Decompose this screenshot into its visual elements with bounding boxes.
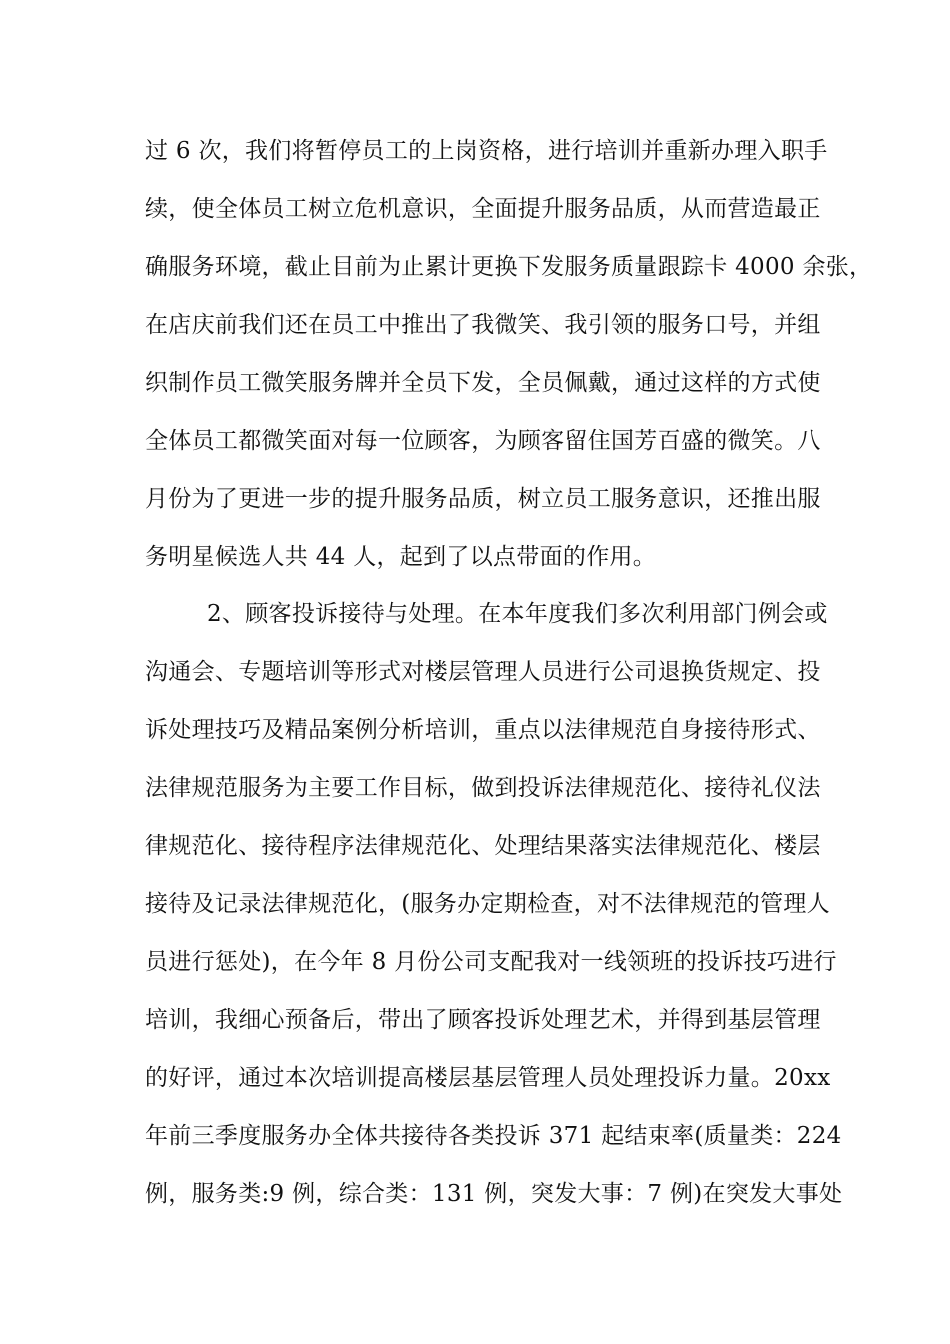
text-line: 律规范化、接待程序法律规范化、处理结果落实法律规范化、楼层 bbox=[145, 833, 821, 859]
text-line: 全体员工都微笑面对每一位顾客，为顾客留住国芳百盛的微笑。八 bbox=[145, 428, 821, 454]
text-line: 织制作员工微笑服务牌并全员下发，全员佩戴，通过这样的方式使 bbox=[145, 370, 821, 396]
text-line: 过 6 次，我们将暂停员工的上岗资格，进行培训并重新办理入职手 bbox=[145, 138, 828, 164]
text-line: 诉处理技巧及精品案例分析培训，重点以法律规范自身接待形式、 bbox=[145, 717, 821, 743]
text-line: 员进行惩处)，在今年 8 月份公司支配我对一线领班的投诉技巧进行 bbox=[145, 949, 837, 975]
text-line: 例，服务类:9 例，综合类：131 例，突发大事：7 例)在突发大事处 bbox=[145, 1181, 843, 1207]
text-line: 确服务环境，截止目前为止累计更换下发服务质量跟踪卡 4000 余张， bbox=[145, 254, 873, 280]
text-line: 法律规范服务为主要工作目标，做到投诉法律规范化、接待礼仪法 bbox=[145, 775, 821, 801]
text-line: 在店庆前我们还在员工中推出了我微笑、我引领的服务口号，并组 bbox=[145, 312, 821, 338]
text-line: 培训，我细心预备后，带出了顾客投诉处理艺术，并得到基层管理 bbox=[145, 1007, 821, 1033]
text-line: 接待及记录法律规范化，(服务办定期检查，对不法律规范的管理人 bbox=[145, 891, 830, 917]
paragraph-start-line: 2、顾客投诉接待与处理。在本年度我们多次利用部门例会或 bbox=[207, 601, 828, 627]
text-line: 沟通会、专题培训等形式对楼层管理人员进行公司退换货规定、投 bbox=[145, 659, 821, 685]
text-line: 年前三季度服务办全体共接待各类投诉 371 起结束率(质量类：224 bbox=[145, 1123, 842, 1149]
text-line: 月份为了更进一步的提升服务品质，树立员工服务意识，还推出服 bbox=[145, 486, 821, 512]
text-line: 务明星候选人共 44 人，起到了以点带面的作用。 bbox=[145, 544, 657, 570]
text-line: 的好评，通过本次培训提高楼层基层管理人员处理投诉力量。20xx bbox=[145, 1065, 831, 1091]
text-line: 续，使全体员工树立危机意识，全面提升服务品质，从而营造最正 bbox=[145, 196, 821, 222]
